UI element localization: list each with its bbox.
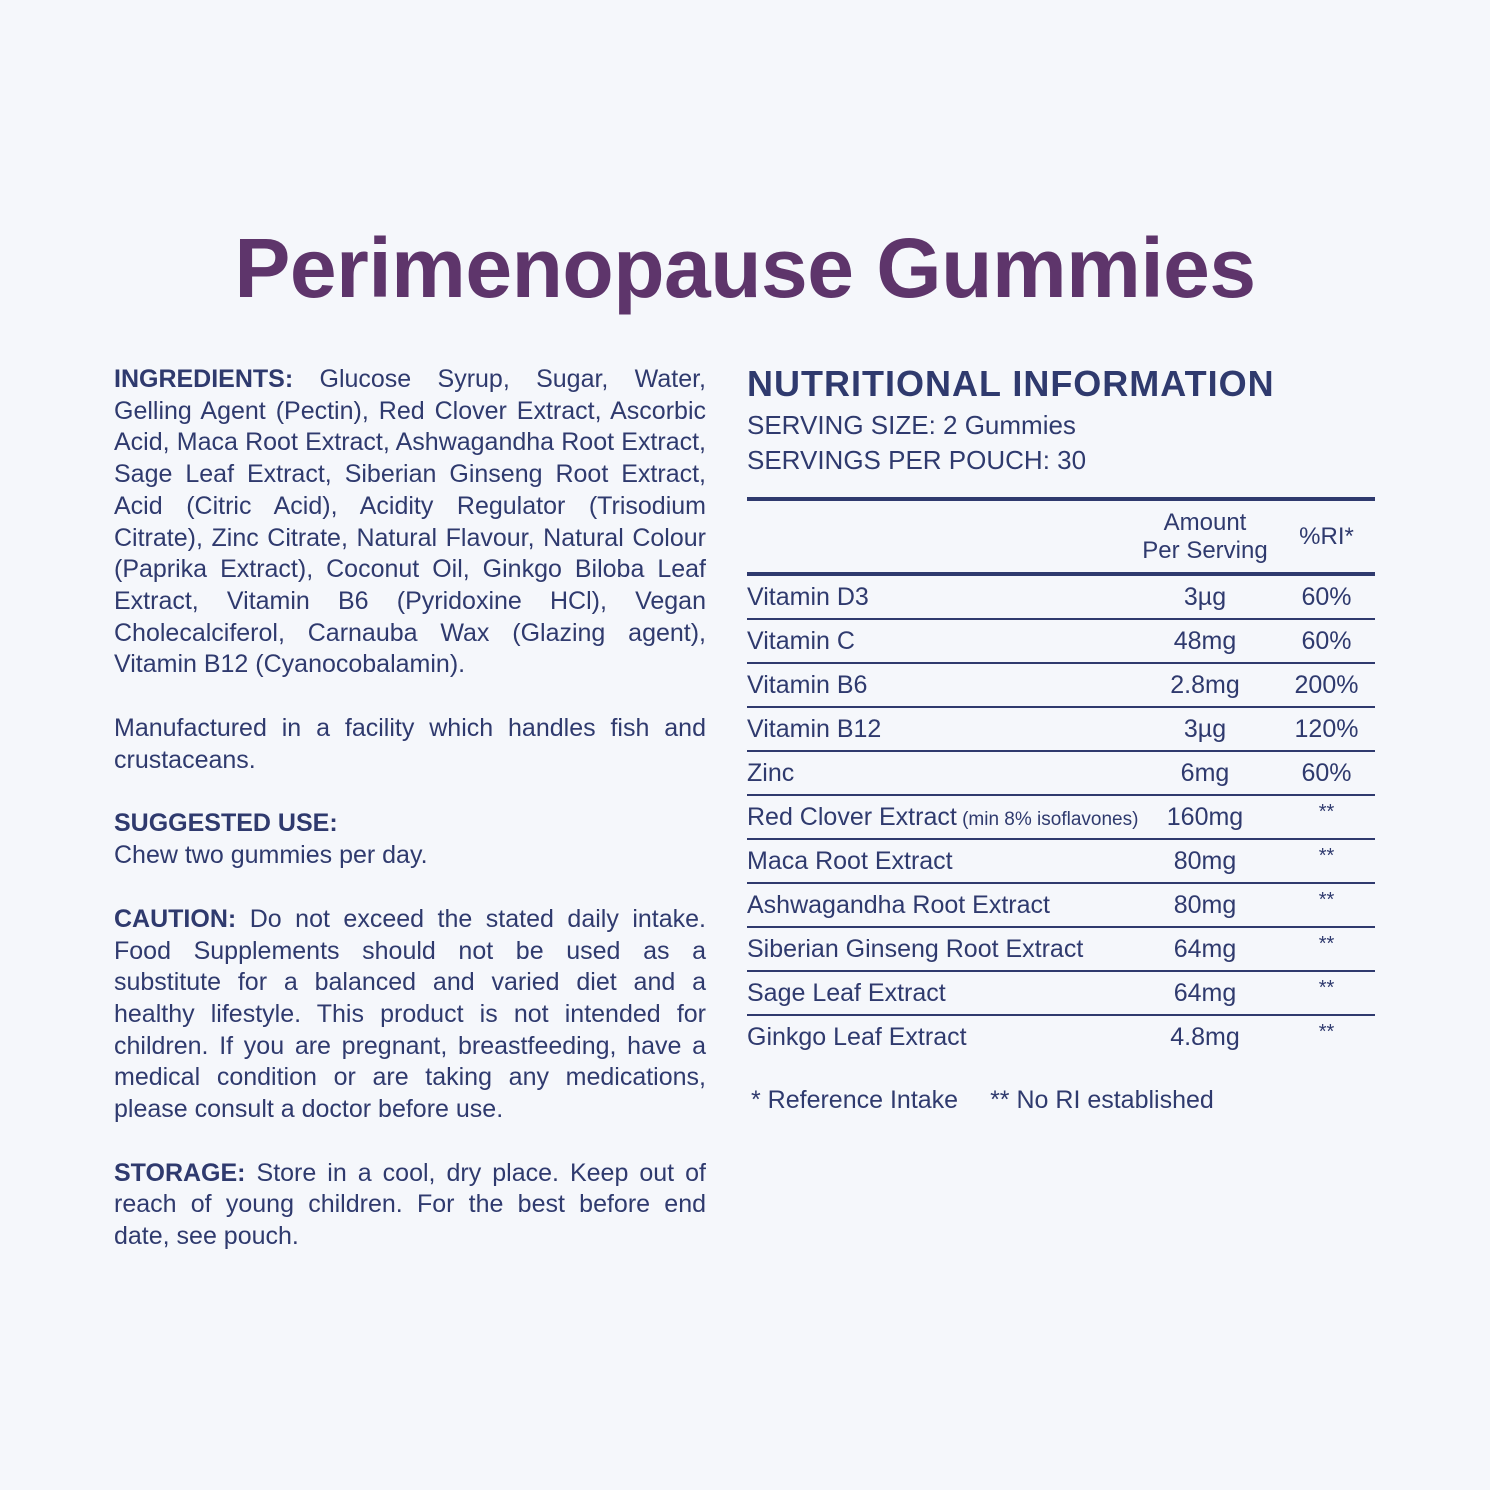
nutrient-name: Red Clover Extract (747, 802, 957, 831)
nutrient-cell (747, 715, 1132, 744)
table-row (747, 708, 1375, 752)
nutrient-cell (747, 759, 1132, 788)
nutrient-cell (747, 847, 1132, 876)
amount-cell: 4.8mg (1170, 1022, 1240, 1051)
nutrition-table (747, 497, 1375, 1058)
nutrient-cell (747, 979, 1132, 1008)
header-amount-line2: Per Serving (1142, 536, 1268, 564)
caution-text: Do not exceed the stated daily intake. Food Supplements should not be used as a substitute for a balanced and varied diet and a healthy lifestyle. This product is not intended for children. If you are pregnant, breastfeeding, have a medical condition or are taking any medications, please consult a doctor before use. (114, 904, 706, 1124)
nutrient-name: Vitamin B6 (747, 670, 868, 699)
nutrient-cell (747, 671, 1132, 700)
nutrition-heading: NUTRITIONAL INFORMATION (747, 363, 1275, 404)
ri-cell: ** (1318, 976, 1335, 999)
nutrient-name: Maca Root Extract (747, 846, 953, 875)
allergen-note: Manufactured in a facility which handles fish and crustaceans. (114, 714, 706, 774)
servings-per-pouch: SERVINGS PER POUCH: 30 (747, 445, 1087, 475)
caution-section (114, 904, 706, 1126)
table-row (747, 796, 1375, 840)
ri-cell: 120% (1294, 714, 1359, 743)
nutrition-rows (747, 576, 1375, 1058)
nutrient-cell (747, 583, 1132, 612)
table-row (747, 620, 1375, 664)
nutrient-note: (min 8% isoflavones) (956, 808, 1139, 830)
caution-label: CAUTION: (114, 904, 237, 933)
ri-cell: ** (1318, 1020, 1335, 1043)
nutrient-name: Vitamin D3 (747, 582, 869, 611)
amount-cell: 80mg (1173, 890, 1237, 919)
table-row (747, 884, 1375, 928)
table-row (747, 840, 1375, 884)
footnotes (747, 1086, 1375, 1115)
amount-cell: 48mg (1173, 626, 1237, 655)
amount-cell: 3µg (1183, 582, 1227, 611)
product-title: Perimenopause Gummies (234, 221, 1256, 315)
ingredients-section (114, 364, 706, 681)
header-amount-line1: Amount (1163, 508, 1247, 536)
nutrient-name: Sage Leaf Extract (747, 978, 946, 1007)
ri-cell: ** (1318, 800, 1335, 823)
amount-cell: 64mg (1173, 978, 1237, 1007)
table-row (747, 928, 1375, 972)
table-row (747, 664, 1375, 708)
nutrient-name: Siberian Ginseng Root Extract (747, 934, 1084, 963)
suggested-use-label: SUGGESTED USE: (114, 809, 338, 838)
ri-cell: 60% (1301, 582, 1352, 611)
nutrient-name: Vitamin C (747, 626, 855, 655)
amount-cell: 80mg (1173, 846, 1237, 875)
nutrient-cell (747, 1023, 1132, 1052)
product-info-column (114, 364, 706, 1285)
nutrition-panel (747, 362, 1375, 1115)
ri-cell: 200% (1294, 670, 1359, 699)
ri-cell: 60% (1301, 758, 1352, 787)
table-row (747, 576, 1375, 620)
nutrient-name: Zinc (747, 758, 795, 787)
amount-cell: 3µg (1183, 714, 1227, 743)
ri-cell: ** (1318, 888, 1335, 911)
storage-label: STORAGE: (114, 1158, 246, 1187)
suggested-use-text: Chew two gummies per day. (114, 841, 428, 870)
nutrient-cell (747, 891, 1132, 920)
ingredients-text: Glucose Syrup, Sugar, Water, Gelling Agent (Pectin), Red Clover Extract, Ascorbic Acid, Maca Root Extract, Ashwagandha Root Extract, Sage Leaf Extract, Siberian Ginseng Root Extract, Acid (Citric Acid), Acidity Regulator (Trisodium Citrate), Zinc Citrate, Natural Flavour, Natural Colour (Paprika Extract), Coconut Oil, Ginkgo Biloba Leaf Extract, Vitamin B6 (Pyridoxine HCl), Vegan Cholecalciferol, Carnauba Wax (Glazing agent), Vitamin B12 (Cyanocobalamin). (114, 365, 706, 679)
amount-cell: 160mg (1166, 802, 1244, 831)
nutrient-name: Ginkgo Leaf Extract (747, 1022, 967, 1051)
suggested-use-section (114, 808, 706, 871)
storage-text: Store in a cool, dry place. Keep out of reach of young children. For the best before end date, see pouch. (114, 1158, 706, 1251)
amount-cell: 64mg (1173, 934, 1237, 963)
serving-size: SERVING SIZE: 2 Gummies (747, 410, 1076, 440)
nutrient-cell (747, 802, 1139, 832)
header-ri: %RI* (1299, 522, 1354, 550)
table-row (747, 972, 1375, 1016)
header-amount (1132, 509, 1278, 565)
ingredients-label: INGREDIENTS: (114, 365, 294, 393)
nutrient-cell (747, 627, 1132, 656)
amount-cell: 2.8mg (1170, 670, 1240, 699)
nutrient-cell (747, 935, 1132, 964)
nutrient-name: Ashwagandha Root Extract (747, 890, 1050, 919)
footnote-reference-intake: * Reference Intake (751, 1086, 959, 1114)
nutrient-name: Vitamin B12 (747, 714, 882, 743)
footnote-no-ri: ** No RI established (990, 1086, 1214, 1114)
amount-cell: 6mg (1180, 758, 1230, 787)
table-row (747, 752, 1375, 796)
storage-section (114, 1158, 706, 1253)
ri-cell: ** (1318, 844, 1335, 867)
nutrition-table-header (747, 501, 1375, 576)
ri-cell: ** (1318, 932, 1335, 955)
table-row (747, 1016, 1375, 1058)
ri-cell: 60% (1301, 626, 1352, 655)
